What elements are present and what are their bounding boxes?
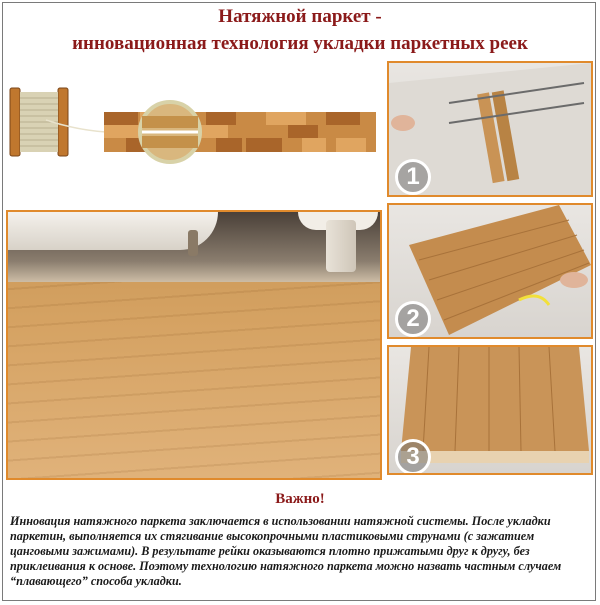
note-heading: Важно! (275, 491, 325, 507)
floor-photo (6, 210, 382, 480)
sink-pedestal (326, 220, 356, 272)
note-text: Инновация натяжного паркета заключается в использовании натяжной системы. После укладки паркетин, выполняется их стягивание высокопрочными пластиковыми струнами (с зажатием цанговыми зажимами). В результате рейки оказываются плотно прижатыми друг к другу, без приклеивания к основе. Поэтому технологию натяжного паркета можно назвать частным случаем “плавающего” способа укладки. (10, 514, 562, 588)
step-3-photo (387, 345, 593, 475)
bathtub-leg (188, 230, 198, 256)
page-title-line1: Натяжной паркет - (218, 6, 382, 27)
step-number-badge: 3 (395, 439, 431, 475)
step-number-badge: 1 (395, 159, 431, 195)
bathtub (8, 212, 218, 250)
step-2-photo (387, 203, 593, 339)
magnifier-circle (140, 102, 200, 162)
parquet-string-illustration (6, 80, 382, 190)
step-1-photo (387, 61, 593, 197)
page-title-line2: инновационная технология укладки паркетных реек (72, 33, 528, 54)
spool-icon (10, 88, 68, 156)
step-number-badge: 2 (395, 301, 431, 337)
